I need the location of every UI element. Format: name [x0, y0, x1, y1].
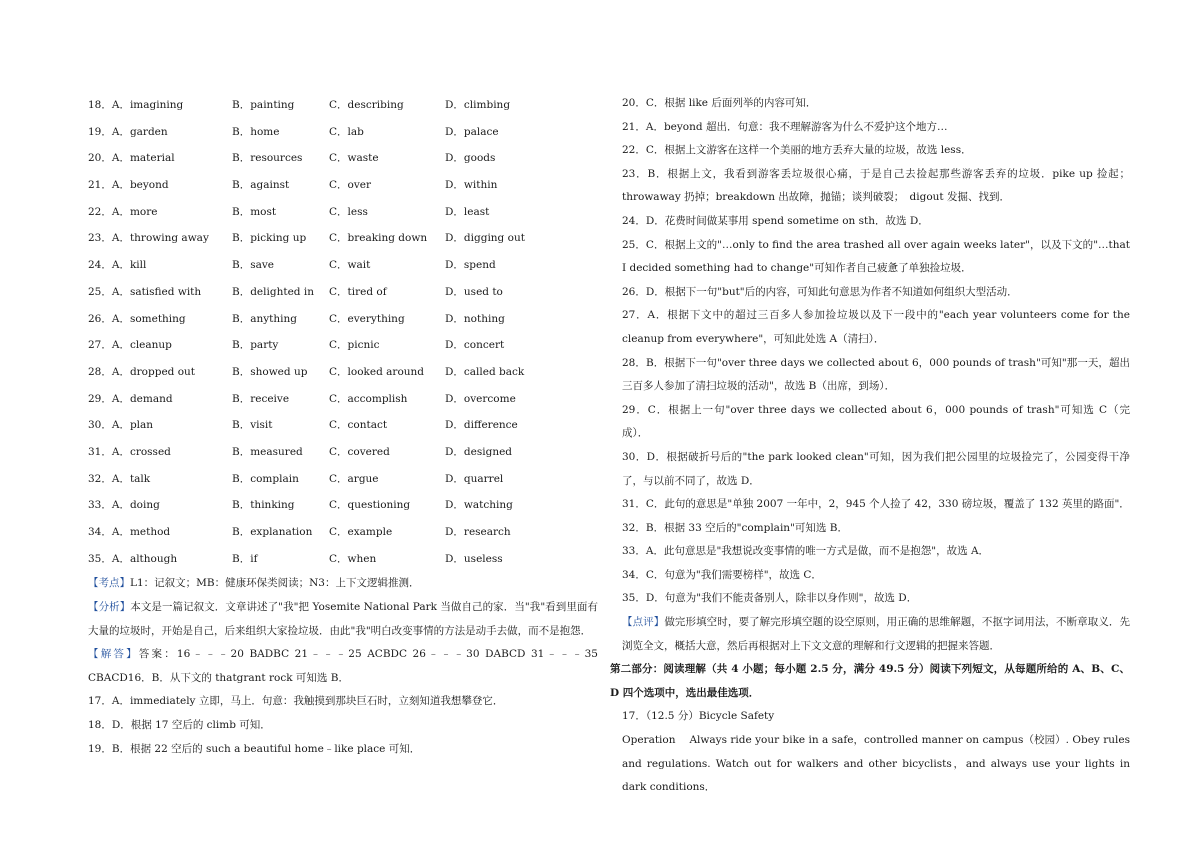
option-b: B．receive	[232, 392, 290, 405]
option-d: D．quarrel	[445, 472, 504, 485]
option-row	[88, 466, 598, 493]
question-17-title: 17．（12.5 分）Bicycle Safety	[622, 710, 775, 723]
option-row	[88, 359, 598, 386]
option-a: 31．A．crossed	[88, 445, 171, 458]
option-d: D．called back	[445, 365, 525, 378]
option-d: D．useless	[445, 552, 503, 565]
option-a: 23．A．throwing away	[88, 232, 209, 245]
option-b: B．party	[232, 339, 279, 352]
dianping-tag: 【点评】	[622, 616, 665, 629]
answer-29: 29．C．根据上一句"over three days we collected about 6，000 pounds of trash"可知选 C（完成）．	[622, 403, 1130, 440]
option-c: C．less	[329, 205, 368, 218]
option-row	[88, 412, 598, 439]
option-row	[88, 492, 598, 519]
option-a: 33．A．doing	[88, 499, 160, 512]
answer-25: 25．C．根据上文的"…only to find the area trashed all over again weeks later"，以及下文的"…that I decided something had to change"可知作者自己疲惫了单独捡垃圾．	[622, 238, 1130, 275]
option-b: B．against	[232, 179, 290, 192]
answer-30: 30．D．根据破折号后的"the park looked clean"可知，因为我们把公园里的垃圾捡完了，公园变得干净了，与以前不同了，故选 D．	[622, 450, 1130, 487]
option-d: D．palace	[445, 125, 499, 138]
jieda-tag: 【解答】	[88, 648, 139, 661]
dianping-text: 做完形填空时，要了解完形填空题的设空原则，用正确的思维解题，不抠字词用法，不断章取义．先浏览全文，概括大意，然后再根据对上下文文意的理解和行文逻辑的把握来答题．	[622, 616, 1131, 652]
option-row	[88, 386, 598, 413]
option-c: C．everything	[329, 312, 405, 325]
option-c: C．tired of	[329, 285, 387, 298]
option-d: D．used to	[445, 285, 503, 298]
option-row	[88, 439, 598, 466]
option-b: B．measured	[232, 445, 303, 458]
option-a: 35．A．although	[88, 552, 178, 565]
option-c: C．describing	[329, 99, 404, 111]
left-column	[88, 92, 598, 761]
kaodian-text: L1：记叙文；MB：健康环保类阅读；N3：上下文逻辑推测．	[130, 577, 420, 590]
option-c: C．breaking down	[329, 232, 428, 245]
option-d: D．climbing	[445, 99, 511, 111]
dianping-paragraph	[610, 611, 1130, 658]
option-row	[88, 332, 598, 359]
kaodian-paragraph	[88, 572, 598, 596]
option-b: B．anything	[232, 312, 297, 325]
option-b: B．picking up	[232, 232, 307, 245]
option-a: 30．A．plan	[88, 419, 154, 432]
answer-31: 31．C．此句的意思是"单独 2007 一年中，2，945 个人捡了 42，330 磅垃圾，覆盖了 132 英里的路面"．	[622, 498, 1130, 511]
jieda-text: 答案：16﹣﹣﹣20 BADBC 21﹣﹣﹣25 ACBDC 26﹣﹣﹣30 DABCD 31﹣﹣﹣35 CBACD16．B．从下文的 thatgrant rock 可知选 B．	[88, 648, 598, 684]
jieda-paragraph	[88, 643, 598, 690]
answer-20: 20．C．根据 like 后面列举的内容可知．	[622, 97, 817, 109]
option-row	[88, 92, 598, 119]
option-a: 22．A．more	[88, 205, 158, 218]
option-c: C．lab	[329, 125, 364, 138]
operation-paragraph: Operation Always ride your bike in a safe，controlled manner on campus（校园）. Obey rules and regulations. Watch out for walkers and other bicyclists，and always use your lights in dark conditions．	[622, 734, 1130, 794]
option-a: 34．A．method	[88, 526, 171, 538]
answer-28: 28．B．根据下一句"over three days we collected about 6，000 pounds of trash"可知"那一天，超出三百多人参加了清扫垃圾的活动"，故选 B（出席，到场）．	[622, 356, 1130, 393]
option-d: D．nothing	[445, 312, 505, 325]
option-b: B．home	[232, 125, 280, 138]
option-a: 21．A．beyond	[88, 179, 169, 192]
option-a: 19．A．garden	[88, 125, 168, 138]
answer-24: 24．D．花费时间做某事用 spend sometime on sth．故选 D．	[622, 214, 929, 227]
option-row	[88, 252, 598, 279]
option-row	[88, 172, 598, 199]
options-list	[88, 92, 598, 572]
option-b: B．complain	[232, 472, 299, 485]
option-b: B．showed up	[232, 365, 308, 378]
option-d: D．watching	[445, 499, 513, 512]
option-b: B．if	[232, 552, 258, 565]
option-a: 18．A．imagining	[88, 99, 184, 111]
option-c: C．argue	[329, 472, 379, 485]
option-a: 26．A．something	[88, 312, 186, 325]
answer-35: 35．D．句意为"我们不能责备别人，除非以身作则"，故选 D．	[622, 592, 918, 605]
answer-23: 23．B．根据上文，我看到游客丢垃圾很心痛，于是自己去捡起那些游客丢弃的垃圾．pike up 捡起；throwaway 扔掉；breakdown 出故障，抛锚；谈判破裂； digout 发掘、找到．	[622, 167, 1130, 204]
answer-27: 27．A．根据下文中的超过三百多人参加捡垃圾以及下一段中的"each year volunteers come for the cleanup from everywhere"，可知此处选 A（清扫）．	[622, 309, 1130, 345]
answer-34: 34．C．句意为"我们需要榜样"，故选 C．	[622, 568, 822, 581]
option-d: D．designed	[445, 445, 513, 458]
option-a: 24．A．kill	[88, 259, 147, 272]
option-c: C．questioning	[329, 499, 411, 512]
option-row	[88, 306, 598, 333]
option-d: D．within	[445, 179, 498, 192]
option-b: B．delighted in	[232, 285, 314, 298]
option-d: D．goods	[445, 152, 496, 165]
right-column	[610, 92, 1130, 800]
option-d: D．difference	[445, 419, 518, 432]
answer-18: 18．D．根据 17 空后的 climb 可知．	[88, 718, 271, 731]
option-b: B．visit	[232, 419, 273, 432]
option-b: B．resources	[232, 152, 303, 165]
answer-21: 21．A．beyond 超出．句意：我不理解游客为什么不爱护这个地方…	[622, 120, 948, 133]
option-c: C．waste	[329, 152, 379, 165]
option-c: C．wait	[329, 259, 371, 272]
part2-heading: 第二部分：阅读理解（共 4 小题；每小题 2.5 分，满分 49.5 分）阅读下列短文，从每题所给的 A、B、C、D 四个选项中，选出最佳选项．	[610, 663, 1130, 699]
option-d: D．least	[445, 205, 490, 218]
option-row	[88, 519, 598, 546]
option-d: D．concert	[445, 339, 505, 352]
option-row	[88, 199, 598, 226]
answer-17: 17．A．immediately 立即，马上．句意：我触摸到那块巨石时，立刻知道我想攀登它．	[88, 695, 504, 708]
answer-22: 22．C．根据上文游客在这样一个美丽的地方丢弃大量的垃圾，故选 less．	[622, 144, 972, 157]
option-row	[88, 279, 598, 306]
answer-19: 19．B．根据 22 空后的 such a beautiful home﹣like place 可知．	[88, 742, 421, 755]
option-d: D．research	[445, 526, 511, 538]
option-d: D．overcome	[445, 392, 516, 405]
option-b: B．explanation	[232, 526, 313, 538]
option-c: C．looked around	[329, 365, 425, 378]
option-b: B．most	[232, 205, 277, 218]
kaodian-tag: 【考点】	[88, 577, 130, 590]
answer-32: 32．B．根据 33 空后的"complain"可知选 B．	[622, 521, 848, 534]
option-c: C．accomplish	[329, 392, 408, 405]
option-c: C．picnic	[329, 339, 380, 352]
option-b: B．thinking	[232, 499, 295, 512]
option-row	[88, 546, 598, 573]
option-c: C．contact	[329, 419, 388, 432]
option-d: D．digging out	[445, 232, 525, 245]
option-c: C．example	[329, 526, 393, 538]
option-row	[88, 119, 598, 146]
option-a: 29．A．demand	[88, 392, 173, 405]
option-a: 28．A．dropped out	[88, 365, 196, 378]
fenxi-paragraph	[88, 596, 598, 643]
fenxi-tag: 【分析】	[88, 600, 131, 613]
option-row	[88, 225, 598, 252]
answer-33: 33．A．此句意思是"我想说改变事情的唯一方式是做，而不是抱怨"，故选 A．	[622, 545, 990, 558]
fenxi-text: 本文是一篇记叙文．文章讲述了"我"把 Yosemite National Park 当做自己的家．当"我"看到里面有大量的垃圾时，开始是自己，后来组织大家捡垃圾．由此"我"明白改变事情的方法是动手去做，而不是抱怨．	[88, 600, 598, 637]
option-c: C．over	[329, 179, 372, 192]
option-c: C．when	[329, 552, 377, 565]
option-c: C．covered	[329, 445, 390, 458]
option-b: B．painting	[232, 99, 295, 111]
option-a: 20．A．material	[88, 152, 175, 165]
option-b: B．save	[232, 259, 275, 272]
option-d: D．spend	[445, 259, 496, 272]
option-a: 27．A．cleanup	[88, 339, 172, 352]
option-row	[88, 145, 598, 172]
answer-26: 26．D．根据下一句"but"后的内容，可知此句意思为作者不知道如何组织大型活动．	[622, 285, 1018, 298]
option-a: 25．A．satisfied with	[88, 285, 202, 298]
option-a: 32．A．talk	[88, 472, 151, 485]
